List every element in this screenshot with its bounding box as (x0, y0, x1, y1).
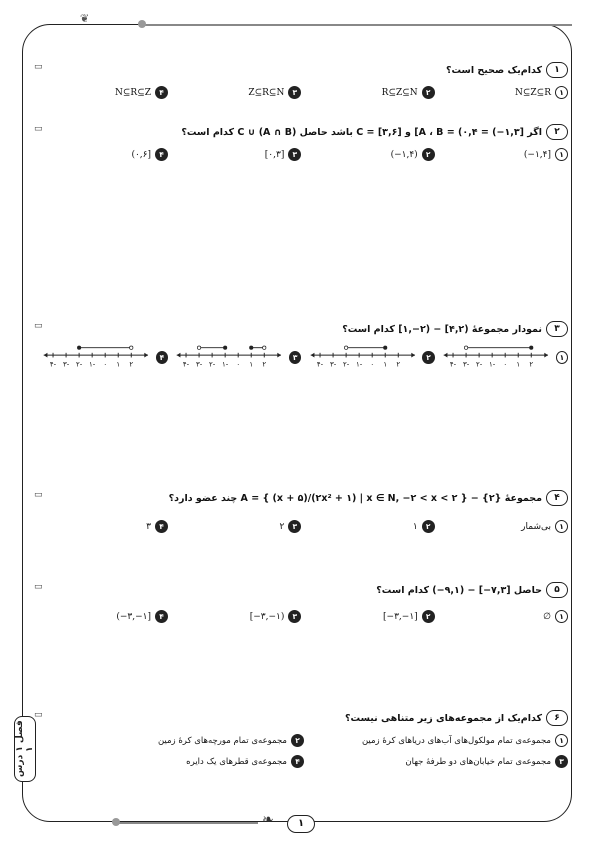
arrow-right-icon (144, 353, 148, 358)
tick-label: ۰ (236, 360, 241, 369)
option-1[interactable]: ۱ (−۱,۴] (440, 148, 568, 161)
closed-endpoint (530, 346, 533, 349)
option-3[interactable]: ۳ [−۳,−۱) (173, 610, 301, 623)
tick-label: ۲ (129, 360, 134, 369)
question-text: نمودار مجموعهٔ (۴,۲] − (۲−,۱] کدام است؟ (342, 323, 542, 335)
arrow-right-icon (411, 353, 415, 358)
top-dot (138, 20, 146, 28)
closed-endpoint (224, 346, 227, 349)
option-1[interactable]: ۱ -۴ -۳ -۲ -۱ ۰ ۱ ۲ (440, 343, 568, 371)
option-2[interactable]: ۲ (−۱,۴) (307, 148, 435, 161)
margin-mark-icon: ▭ (34, 62, 43, 72)
option-2[interactable]: ۲ ۱ (307, 520, 435, 533)
question-number: ۲ (546, 124, 568, 140)
tick-label: -۴ (183, 360, 190, 369)
margin-mark-icon: ▭ (34, 124, 43, 134)
question-number: ۳ (546, 321, 568, 337)
page-number: ۱ (287, 815, 315, 833)
tick-label: -۴ (49, 360, 57, 369)
option-4[interactable]: ۴ -۴ -۳ -۲ -۱ ۰ ۱ ۲ (40, 343, 168, 371)
tick-label: ۱ (249, 360, 254, 369)
option-1[interactable]: ۱ ∅ (440, 610, 568, 623)
option-1[interactable]: ۱ N⊆Z⊆R (440, 86, 568, 99)
vine-icon: ❧ (262, 812, 274, 828)
option-4[interactable]: ۴ (۰,۶] (40, 148, 168, 161)
question-number: ۱ (546, 62, 568, 78)
tick-label: -۱ (489, 360, 496, 369)
tick-label: ۱ (516, 360, 521, 369)
tick-label: ۱ (116, 360, 121, 369)
question-text: اگر [۱,۳−) = A ، B = (۰,۴] و C = [۳,۶] باشد حاصل (A ∩ B) ∪ C کدام است؟ (181, 126, 542, 138)
tick-label: ۱ (383, 360, 387, 369)
option-3[interactable]: ۳ مجموعه‌ی تمام خیابان‌های دو طرفهٔ جهان (304, 755, 568, 768)
bottom-rule (118, 822, 258, 824)
tick-label: -۳ (462, 360, 470, 369)
question-text: کدام‌یک از مجموعه‌های زیر متناهی نیست؟ (345, 712, 542, 724)
open-endpoint (464, 346, 467, 349)
tick-label: -۱ (355, 360, 362, 369)
tick-label: ۰ (503, 360, 508, 369)
option-4[interactable]: ۴ ۳ (40, 520, 168, 533)
option-3[interactable]: ۳ -۴ -۳ -۲ -۱ ۰ ۱ ۲ (173, 343, 301, 371)
question-2 (34, 124, 568, 161)
tick-label: -۳ (62, 360, 70, 369)
option-2[interactable]: ۲ R⊆Z⊆N (307, 86, 435, 99)
tick-label: -۲ (342, 360, 349, 369)
tick-label: -۳ (329, 360, 336, 369)
margin-mark-icon: ▭ (34, 490, 43, 500)
number-line (40, 343, 152, 371)
question-1 (34, 62, 568, 99)
question-4 (34, 490, 568, 533)
option-2[interactable]: ۲ -۴ -۳ -۲ -۱ ۰ ۱ ۲ (307, 343, 435, 371)
tick-label: ۰ (369, 360, 374, 369)
question-text: حاصل [۷,۳−] − (۹,۱−) کدام است؟ (376, 584, 542, 596)
option-1[interactable]: ۱ مجموعه‌ی تمام مولکول‌های آب‌های دریاهای کرهٔ زمین (304, 734, 568, 747)
margin-mark-icon: ▭ (34, 710, 43, 720)
tick-label: -۴ (449, 360, 457, 369)
tick-label: -۴ (316, 360, 323, 369)
open-endpoint (263, 346, 266, 349)
arrow-left-icon (444, 353, 448, 358)
question-number: ۵ (546, 582, 568, 598)
option-2[interactable]: ۲ مجموعه‌ی تمام مورچه‌های کرهٔ زمین (40, 734, 304, 747)
question-5 (34, 582, 568, 623)
tick-label: -۱ (222, 360, 229, 369)
option-4[interactable]: ۴ مجموعه‌ی قطرهای یک دایره (40, 755, 304, 768)
question-3 (34, 321, 568, 371)
tick-label: -۱ (89, 360, 96, 369)
question-number: ۴ (546, 490, 568, 506)
closed-endpoint (250, 346, 253, 349)
leaf-icon: ❦ (80, 12, 90, 25)
margin-mark-icon: ▭ (34, 321, 43, 331)
tick-label: -۲ (75, 360, 83, 369)
open-endpoint (344, 346, 347, 349)
tick-label: ۲ (396, 360, 400, 369)
top-rule (142, 24, 572, 26)
tick-label: -۳ (196, 360, 203, 369)
option-3[interactable]: ۳ Z⊆R⊆N (173, 86, 301, 99)
number-line (440, 343, 552, 371)
tick-label: ۰ (103, 360, 108, 369)
option-1[interactable]: ۱ بی‌شمار (440, 520, 568, 533)
option-4[interactable]: ۴ (−۳,−۱] (40, 610, 168, 623)
margin-mark-icon: ▭ (34, 582, 43, 592)
question-text: مجموعهٔ {۲} − A = { (x + ۵)/(۲x² + ۱) | x ∈ N, −۲ < x < ۲ } چند عضو دارد؟ (168, 492, 542, 504)
open-endpoint (198, 346, 201, 349)
question-6 (34, 710, 568, 768)
option-2[interactable]: ۲ [−۳,−۱] (307, 610, 435, 623)
option-4[interactable]: ۴ N⊆R⊆Z (40, 86, 168, 99)
number-line (173, 343, 285, 371)
question-text: کدام‌یک صحیح است؟ (445, 64, 542, 76)
tick-label: -۲ (475, 360, 483, 369)
bottom-dot (112, 818, 120, 826)
arrow-right-icon (278, 353, 282, 358)
arrow-left-icon (177, 353, 181, 358)
number-line (307, 343, 419, 371)
question-number: ۶ (546, 710, 568, 726)
closed-endpoint (383, 346, 386, 349)
arrow-left-icon (310, 353, 314, 358)
tick-label: ۲ (262, 360, 267, 369)
option-3[interactable]: ۳ ۲ (173, 520, 301, 533)
tick-label: ۲ (529, 360, 534, 369)
arrow-right-icon (544, 353, 548, 358)
tick-label: -۲ (209, 360, 216, 369)
open-endpoint (130, 346, 133, 349)
arrow-left-icon (44, 353, 48, 358)
chapter-label: فصل ۱ درس ۱ (14, 716, 36, 782)
option-3[interactable]: ۳ [۰,۳] (173, 148, 301, 161)
closed-endpoint (77, 346, 80, 349)
